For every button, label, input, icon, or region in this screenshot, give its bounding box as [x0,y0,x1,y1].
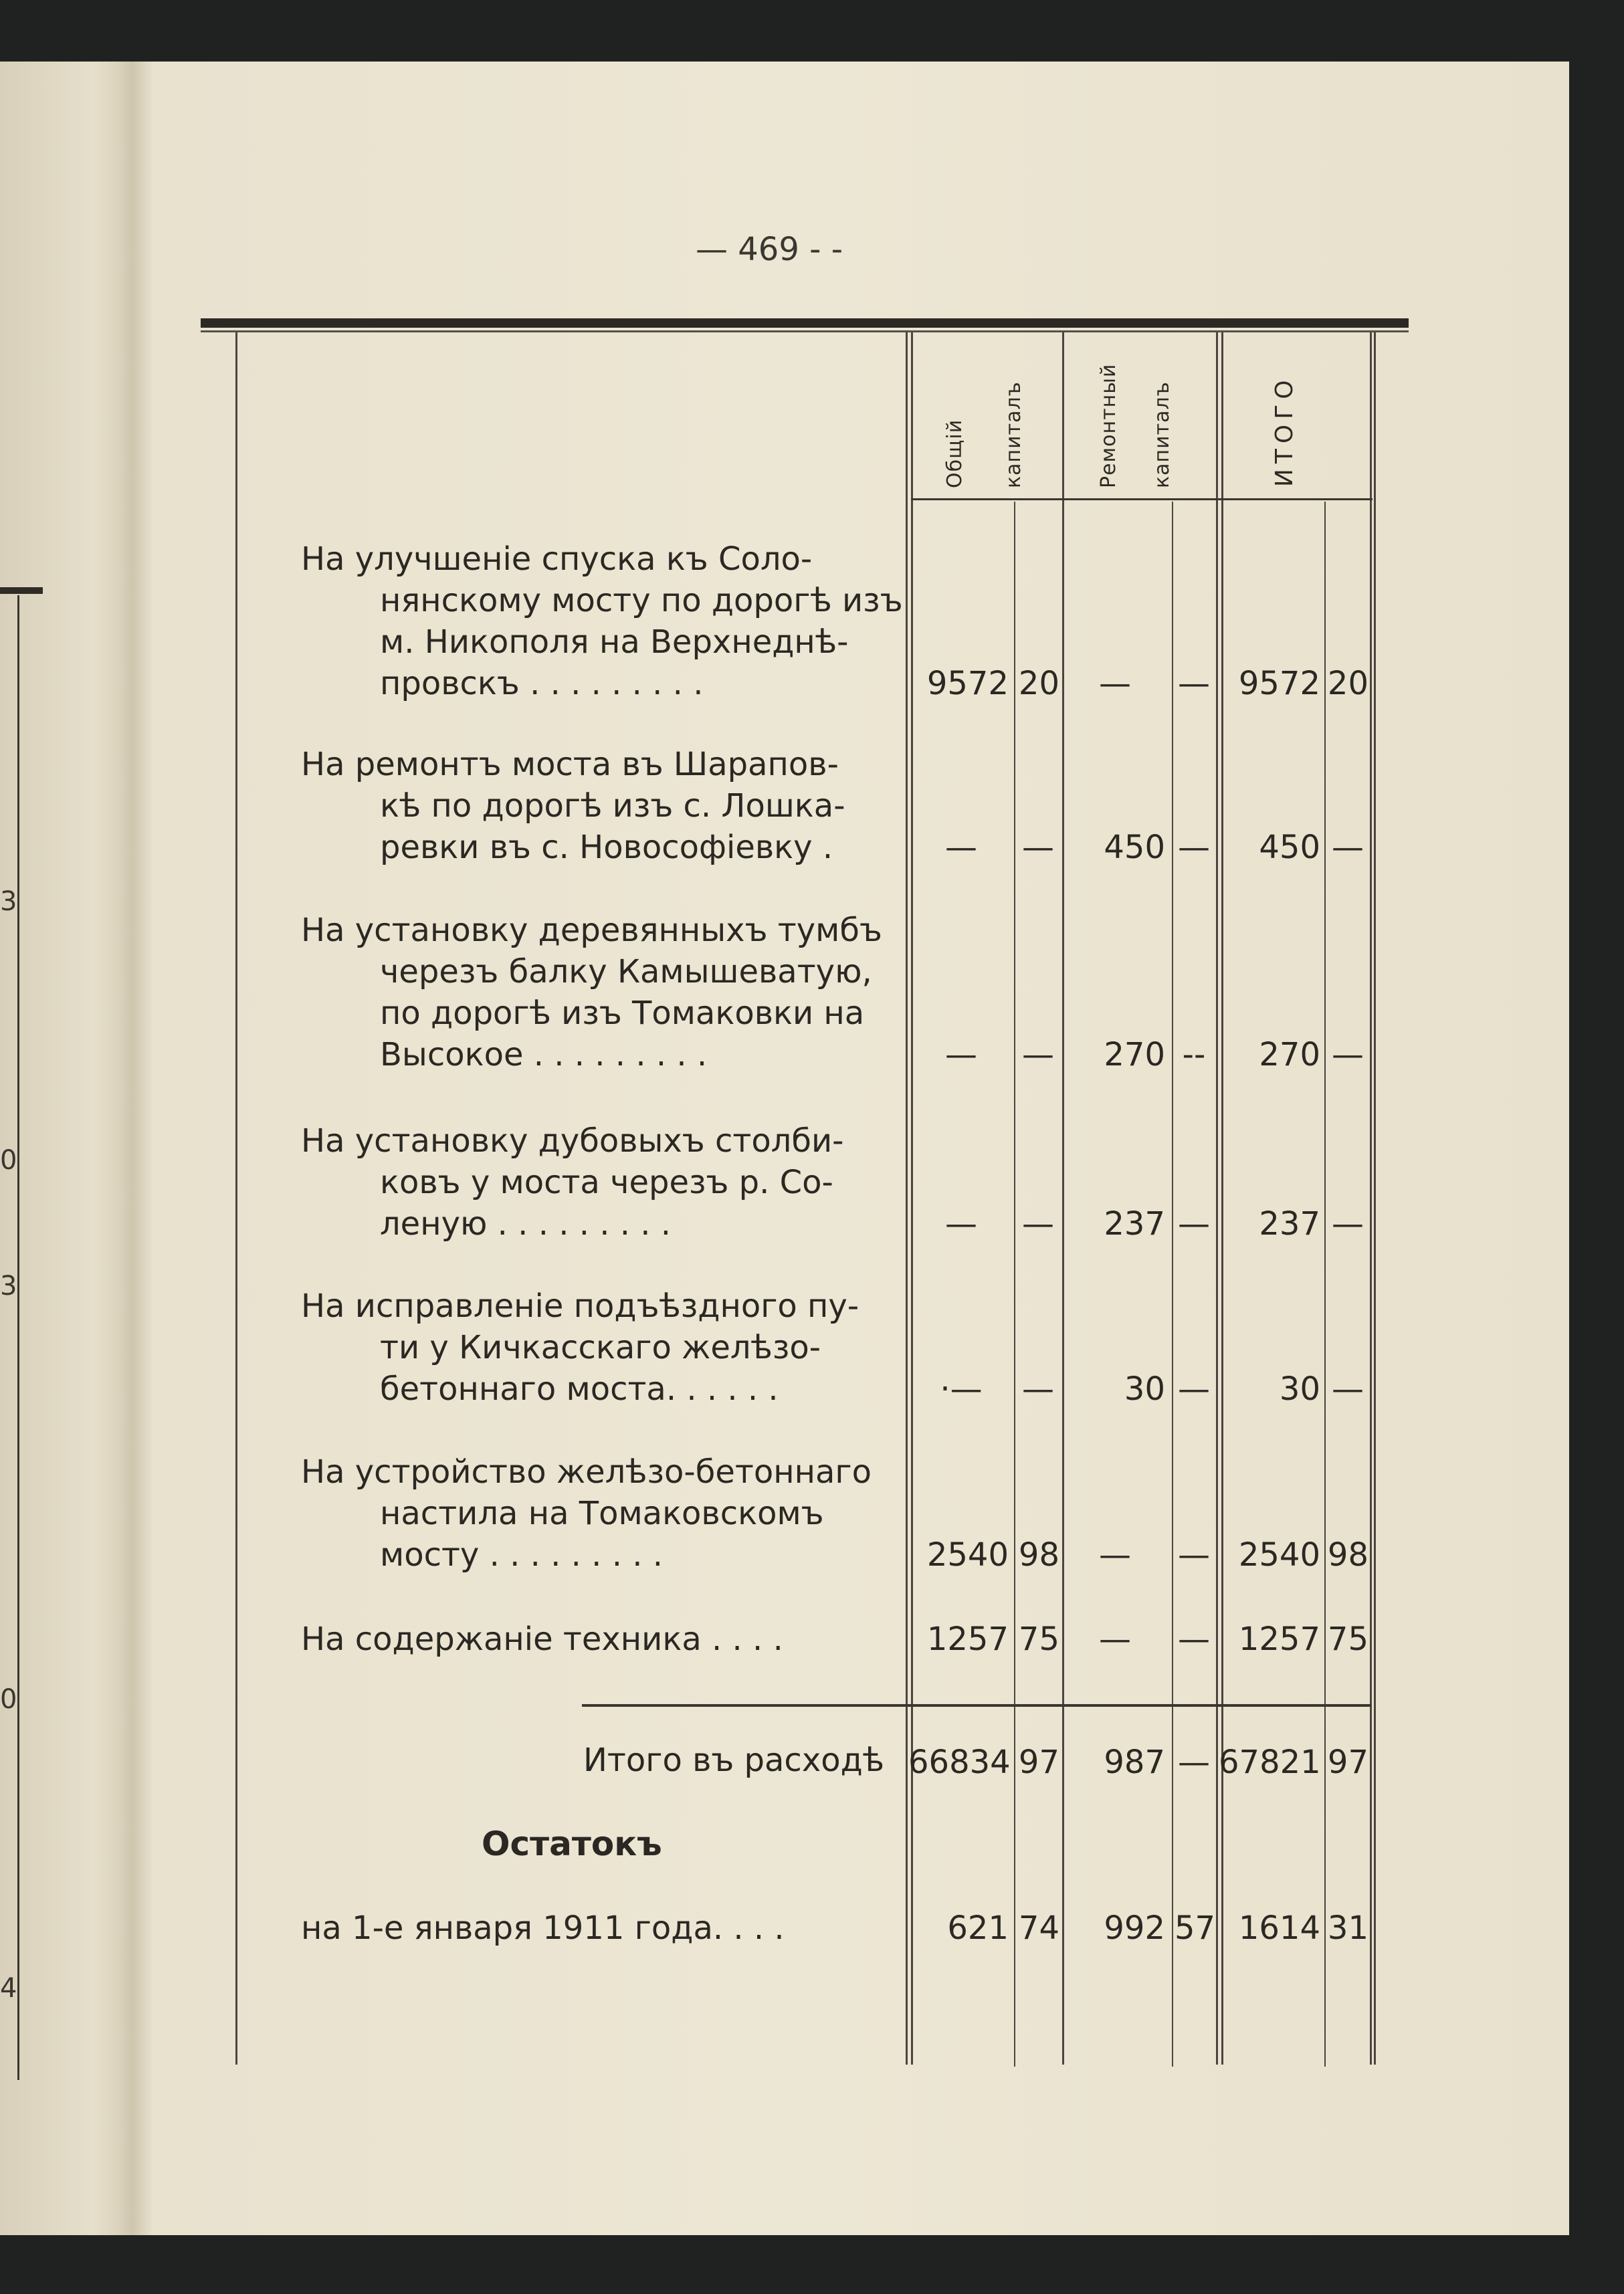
header-bottom-rule [911,498,1373,500]
row-text-line: ревки въ с. Новософіевку . [380,829,833,866]
cell-repair-rubles: — [1099,665,1131,702]
row-text-line: леную . . . . . . . . . [380,1205,672,1243]
cell-total-rubles: 237 [1259,1205,1320,1243]
table-right-border [1374,332,1376,2065]
cell-total-rubles: 30 [1279,1370,1320,1408]
previous-page-digit: 0 [0,1145,17,1176]
cell-repair-rubles: 30 [1124,1370,1165,1408]
row-text-line: На исправленіе подъѣздного пу- [301,1287,859,1325]
row-text-line: ковъ у моста черезъ р. Со- [380,1164,833,1201]
cell-total-kopecks: 20 [1327,665,1368,702]
cell-general-rubles: 2540 [926,1536,1009,1574]
row-text-line: Высокое . . . . . . . . . [380,1036,708,1073]
cell-total-kopecks: 98 [1327,1536,1368,1574]
cell-general-rubles: — [945,1036,977,1073]
total-general-rubles: 66834 [908,1744,1011,1781]
cell-general-kopecks: — [1022,829,1054,866]
row-text-line: ти у Кичкасскаго желѣзо- [380,1329,821,1366]
cell-general-rubles: 1257 [926,1621,1009,1658]
previous-page-digit: 0 [0,1684,17,1715]
row-text-line: по дорогѣ изъ Томаковки на [380,995,865,1032]
row-text-line: На ремонтъ моста въ Шарапов- [301,746,839,783]
balance-general-rubles: 621 [947,1909,1009,1947]
cell-total-kopecks: — [1332,1370,1364,1408]
column-divider [911,332,913,2065]
previous-page-rule [0,587,43,594]
cell-total-rubles: 9572 [1238,665,1320,702]
balance-label: на 1-е января 1911 года. . . . [301,1909,785,1947]
column-divider [1172,502,1173,2067]
header-total: ИТОГО [1271,375,1298,487]
cell-repair-rubles: — [1099,1536,1131,1574]
column-divider [1221,332,1223,2065]
cell-general-kopecks: — [1022,1370,1054,1408]
row-text-line: На установку деревянныхъ тумбъ [301,912,882,949]
cell-repair-kopecks: — [1178,665,1210,702]
cell-general-kopecks: — [1022,1205,1054,1243]
cell-general-kopecks: 75 [1018,1621,1059,1658]
cell-total-rubles: 1257 [1238,1621,1320,1658]
cell-repair-kopecks: — [1178,1205,1210,1243]
total-repair-kopecks: — [1178,1744,1210,1781]
balance-total-kopecks: 31 [1327,1909,1368,1947]
total-total-rubles: 67821 [1219,1744,1321,1781]
cell-repair-kopecks: — [1178,1621,1210,1658]
cell-total-rubles: 2540 [1238,1536,1320,1574]
sum-rule [582,1704,1371,1707]
row-text-line: черезъ балку Камышеватую, [380,953,872,990]
cell-general-rubles: 9572 [926,665,1009,702]
cell-repair-rubles: — [1099,1621,1131,1658]
cell-total-kopecks: — [1332,1036,1364,1073]
column-divider [1216,332,1218,2065]
balance-repair-rubles: 992 [1104,1909,1165,1947]
cell-total-rubles: 270 [1259,1036,1320,1073]
column-divider [906,332,908,2065]
previous-page-digit: 3 [0,886,17,917]
cell-general-kopecks: — [1022,1036,1054,1073]
cell-general-kopecks: 20 [1018,665,1059,702]
column-divider [1324,502,1326,2067]
row-text-line: нянскому мосту по дорогѣ изъ [380,582,903,619]
balance-general-kopecks: 74 [1018,1909,1059,1947]
cell-general-rubles: — [945,1205,977,1243]
header-repair-capital-sub: капиталъ [1150,381,1174,488]
row-text-line: мосту . . . . . . . . . [380,1536,663,1574]
balance-repair-kopecks: 57 [1175,1909,1216,1947]
table-left-border [235,332,237,2065]
cell-general-kopecks: 98 [1018,1536,1059,1574]
previous-page-column-line [17,595,19,2080]
page-number: — 469 - - [696,231,843,268]
header-repair-capital: Ремонтный [1097,363,1120,488]
total-repair-rubles: 987 [1104,1744,1165,1781]
cell-total-kopecks: 75 [1327,1621,1368,1658]
cell-repair-rubles: 237 [1104,1205,1165,1243]
previous-page-digit: 3 [0,1271,17,1301]
header-general-capital: Общій [943,419,967,488]
row-text-line: м. Никополя на Верхнеднѣ- [380,623,849,661]
row-text-line: кѣ по дорогѣ изъ с. Лошка- [380,787,845,825]
header-general-capital-sub: капиталъ [1002,381,1025,488]
table-top-rule [201,318,1409,328]
total-general-kopecks: 97 [1018,1744,1059,1781]
table-top-rule-thin [201,330,1409,332]
cell-repair-rubles: 450 [1104,829,1165,866]
column-divider [1014,502,1015,2067]
row-text-line: На улучшеніе спуска къ Соло- [301,540,813,578]
cell-repair-kopecks: -- [1182,1036,1206,1073]
cell-repair-kopecks: — [1178,829,1210,866]
previous-page-digit: 4 [0,1973,17,2004]
column-divider [1062,332,1064,2065]
cell-repair-rubles: 270 [1104,1036,1165,1073]
total-total-kopecks: 97 [1327,1744,1368,1781]
total-label: Итого въ расходѣ [583,1742,885,1779]
row-text-line: провскъ . . . . . . . . . [380,665,704,702]
balance-title: Остатокъ [482,1824,662,1863]
cell-general-rubles: ·— [940,1370,983,1408]
cell-total-rubles: 450 [1259,829,1320,866]
row-text-line: бетоннаго моста. . . . . . [380,1370,779,1408]
table-right-border [1370,332,1372,2065]
row-text-line: На установку дубовыхъ столби- [301,1122,844,1160]
cell-total-kopecks: — [1332,1205,1364,1243]
cell-general-rubles: — [945,829,977,866]
row-text-line: настила на Томаковскомъ [380,1495,824,1532]
cell-repair-kopecks: — [1178,1536,1210,1574]
cell-total-kopecks: — [1332,829,1364,866]
row-text-line: На устройство желѣзо-бетоннаго [301,1453,872,1491]
cell-repair-kopecks: — [1178,1370,1210,1408]
row-text-line: На содержаніе техника . . . . [301,1621,783,1658]
balance-total-rubles: 1614 [1238,1909,1320,1947]
